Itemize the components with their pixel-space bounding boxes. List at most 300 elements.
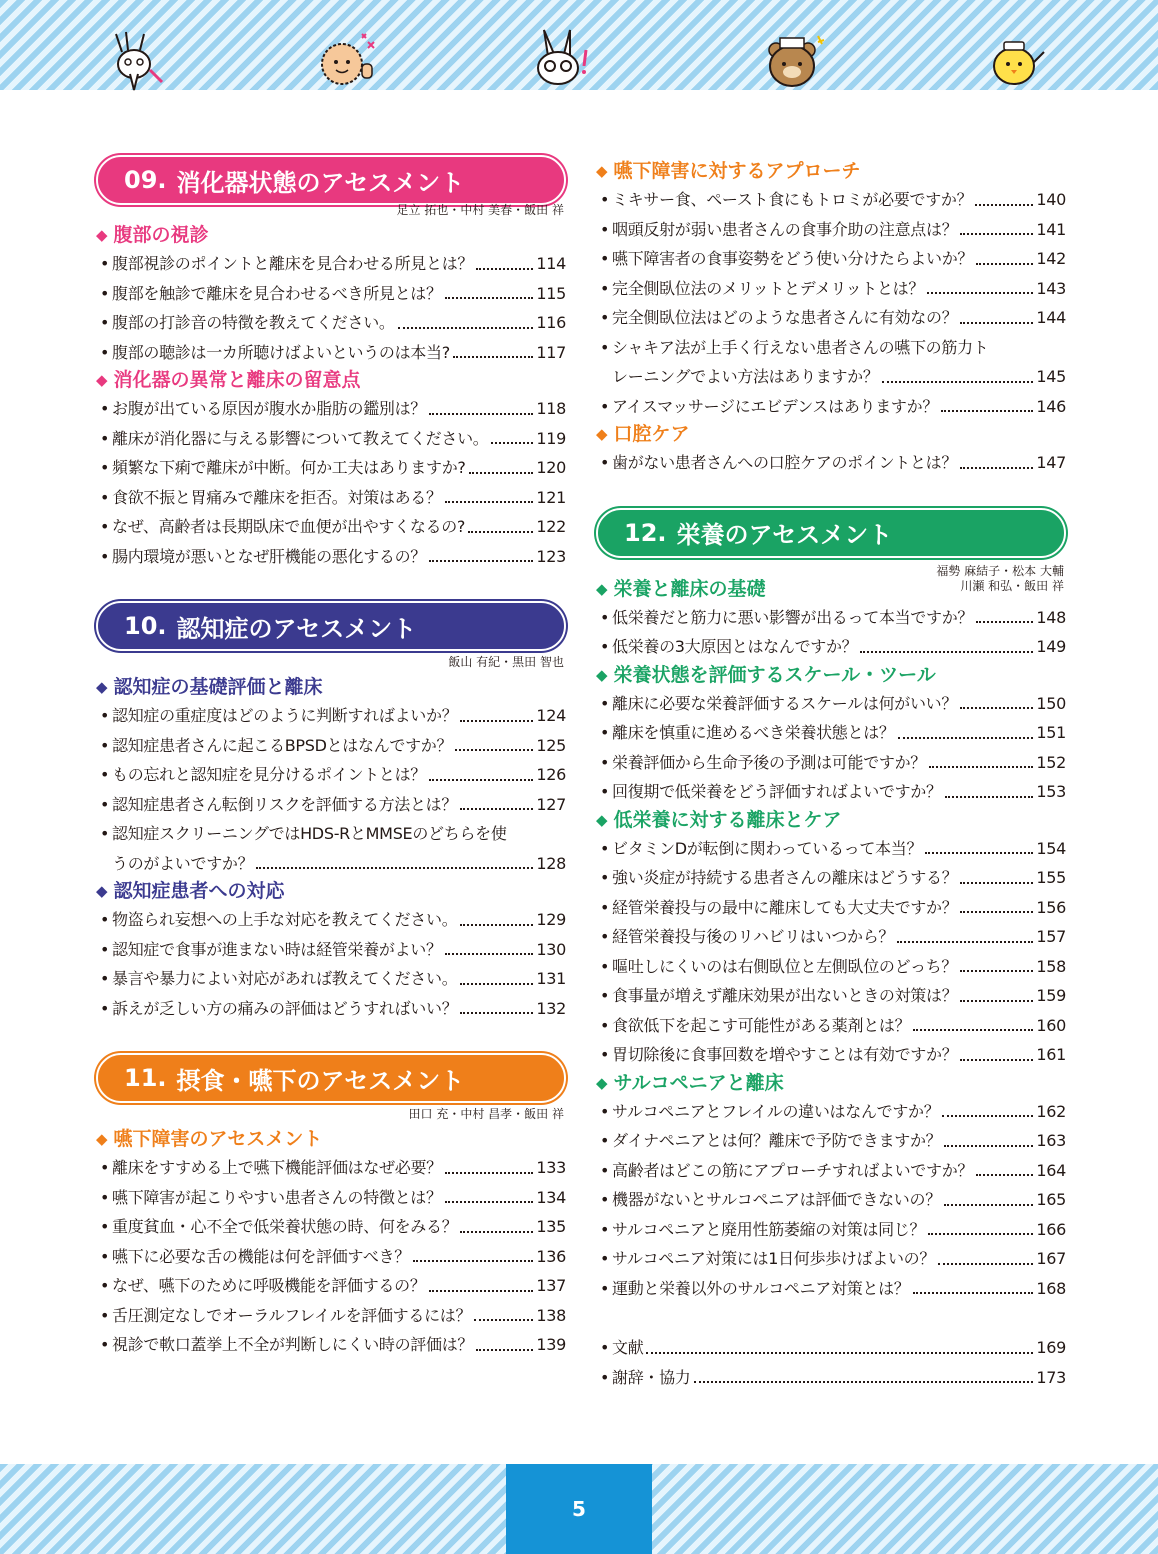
toc-entry-text: 回復期で低栄養をどう評価すればよいですか？ bbox=[612, 782, 942, 801]
toc-entry-text: 食欲不振と胃痛みで離床を拒否。対策はある？ bbox=[112, 487, 442, 507]
bullet-dot: • bbox=[100, 735, 110, 755]
bullet-dot: • bbox=[600, 752, 610, 772]
bullet-dot: • bbox=[600, 1160, 610, 1180]
toc-page-number: 130 bbox=[536, 939, 566, 959]
section-heading bbox=[596, 807, 1066, 834]
toc-page-number: 173 bbox=[1036, 1367, 1066, 1387]
diamond-icon: ◆ bbox=[96, 226, 108, 244]
toc-entry-text: 謝辞・協力 bbox=[612, 1367, 691, 1387]
toc-page-number: 141 bbox=[1036, 219, 1066, 239]
toc-page-number: 157 bbox=[1036, 927, 1066, 946]
toc-entry-text: 物盗られ妄想への上手な対応を教えてください。 bbox=[112, 910, 458, 929]
toc-entry[interactable] bbox=[596, 777, 1066, 807]
toc-entry[interactable] bbox=[96, 453, 566, 483]
bullet-dot: • bbox=[100, 998, 110, 1018]
toc-entry-continuation[interactable] bbox=[96, 849, 566, 879]
toc-entry[interactable] bbox=[96, 249, 566, 279]
bullet-dot: • bbox=[100, 765, 110, 784]
chapter-authors: 飯山 有紀・黒田 智也 bbox=[448, 655, 564, 669]
toc-entry[interactable] bbox=[596, 1126, 1066, 1156]
section-heading-text: 口腔ケア bbox=[613, 423, 690, 445]
leader-dots bbox=[453, 338, 533, 359]
bullet-dot: • bbox=[600, 956, 610, 976]
bullet-dot: • bbox=[100, 794, 110, 814]
toc-page-number: 165 bbox=[1036, 1190, 1066, 1209]
toc-entry-text: 訴えが乏しい方の痛みの評価はどうすればいい？ bbox=[112, 998, 458, 1018]
left-column bbox=[96, 155, 566, 1360]
leader-dots bbox=[898, 718, 1034, 739]
toc-entry[interactable] bbox=[596, 303, 1066, 333]
toc-entry[interactable] bbox=[96, 935, 566, 965]
toc-page-number: 150 bbox=[1036, 693, 1066, 713]
toc-entry[interactable] bbox=[596, 893, 1066, 923]
toc-entry-text: 認知症患者さん転倒リスクを評価する方法とは？ bbox=[112, 794, 458, 814]
leader-dots bbox=[429, 760, 533, 781]
toc-entry[interactable] bbox=[596, 834, 1066, 864]
bullet-dot: • bbox=[600, 1015, 610, 1035]
chapter-title-pill bbox=[96, 155, 566, 205]
leader-dots bbox=[976, 603, 1033, 624]
toc-entry[interactable] bbox=[96, 279, 566, 309]
bullet-dot: • bbox=[100, 1335, 110, 1354]
bullet-dot: • bbox=[600, 637, 610, 656]
toc-entry[interactable] bbox=[596, 981, 1066, 1011]
toc-entry[interactable] bbox=[596, 748, 1066, 778]
leader-dots bbox=[468, 512, 533, 533]
spacer bbox=[96, 1023, 566, 1053]
leader-dots bbox=[960, 303, 1033, 324]
leader-dots bbox=[460, 1212, 533, 1233]
toc-page-number: 147 bbox=[1036, 453, 1066, 472]
bullet-dot: • bbox=[600, 249, 610, 268]
leader-dots bbox=[945, 777, 1034, 798]
toc-entry-text: 食事量が増えず離床効果が出ないときの対策は？ bbox=[612, 986, 958, 1005]
toc-page-number: 161 bbox=[1036, 1045, 1066, 1064]
toc-entry-text: サルコペニアとフレイルの違いはなんですか？ bbox=[612, 1101, 940, 1121]
toc-entry[interactable] bbox=[96, 1183, 566, 1213]
goat-doctor-icon bbox=[100, 26, 170, 92]
chapter-title: 認知症のアセスメント bbox=[176, 614, 417, 643]
bullet-dot: • bbox=[100, 428, 110, 448]
toc-page-number: 163 bbox=[1036, 1131, 1066, 1150]
toc-page-number: 116 bbox=[536, 313, 566, 332]
leader-dots bbox=[960, 863, 1033, 884]
leader-dots bbox=[927, 274, 1033, 295]
bullet-dot: • bbox=[100, 283, 110, 303]
toc-entry[interactable] bbox=[96, 701, 566, 731]
bullet-dot: • bbox=[100, 458, 110, 477]
leader-dots bbox=[256, 849, 533, 870]
leader-dots bbox=[913, 1011, 1033, 1032]
diamond-icon: ◆ bbox=[96, 678, 108, 696]
chapter-number: 12. bbox=[624, 518, 667, 547]
diamond-icon: ◆ bbox=[596, 579, 608, 598]
bullet-dot: • bbox=[100, 517, 110, 536]
chapter-title: 栄養のアセスメント bbox=[676, 521, 893, 549]
section-heading bbox=[596, 662, 1066, 689]
toc-entry[interactable] bbox=[96, 424, 566, 454]
section-heading bbox=[596, 421, 1066, 448]
toc-entry[interactable] bbox=[96, 760, 566, 790]
toc-page-number: 131 bbox=[536, 969, 566, 988]
toc-entry[interactable] bbox=[96, 964, 566, 994]
toc-page-number: 137 bbox=[536, 1276, 566, 1295]
spacer bbox=[596, 1303, 1066, 1333]
toc-page-number: 149 bbox=[1036, 637, 1066, 656]
bullet-dot: • bbox=[600, 838, 610, 858]
indent bbox=[596, 362, 612, 392]
toc-entry-text: 暴言や暴力によい対応があれば教えてください。 bbox=[112, 969, 458, 988]
toc-entry-text: 腹部の打診音の特徴を教えてください。 bbox=[112, 313, 395, 332]
toc-page-number: 115 bbox=[536, 283, 566, 303]
leader-dots bbox=[429, 542, 533, 563]
toc-entry-text: 低栄養だと筋力に悪い影響が出るって本当ですか？ bbox=[612, 607, 974, 627]
toc-page-number: 159 bbox=[1036, 986, 1066, 1005]
toc-entry-text: なぜ、嚥下のために呼吸機能を評価するの？ bbox=[112, 1276, 426, 1295]
bullet-dot: • bbox=[600, 337, 610, 357]
toc-page-number: 169 bbox=[1036, 1338, 1066, 1357]
bullet-dot: • bbox=[100, 487, 110, 507]
toc-page-number: 114 bbox=[536, 254, 566, 273]
leader-dots bbox=[646, 1333, 1033, 1354]
bullet-dot: • bbox=[100, 910, 110, 929]
toc-page-number: 158 bbox=[1036, 956, 1066, 976]
toc-entry-text: 歯がない患者さんへの口腔ケアのポイントとは？ bbox=[612, 453, 958, 472]
bullet-dot: • bbox=[600, 1101, 610, 1121]
toc-entry-text: 嚥下に必要な舌の機能は何を評価すべき？ bbox=[112, 1246, 410, 1266]
leader-dots bbox=[413, 1242, 533, 1263]
toc-entry-text: ミキサー食、ペースト食にもトロミが必要ですか？ bbox=[612, 190, 973, 209]
bear-nurse-icon bbox=[762, 26, 832, 92]
bullet-dot: • bbox=[600, 1219, 610, 1239]
toc-entry-text: 認知症で食事が進まない時は経管栄養がよい？ bbox=[112, 939, 442, 959]
toc-entry[interactable] bbox=[596, 863, 1066, 893]
toc-entry-continuation[interactable] bbox=[596, 362, 1066, 392]
chapter-title: 摂食・嚥下のアセスメント bbox=[176, 1066, 465, 1095]
toc-page-number: 129 bbox=[536, 910, 566, 929]
toc-entry[interactable] bbox=[596, 603, 1066, 633]
leader-dots bbox=[460, 964, 533, 985]
section-heading-text: 腹部の視診 bbox=[113, 224, 209, 246]
toc-entry-text: 文献 bbox=[612, 1338, 644, 1357]
toc-entry-text: 低栄養の3大原因とはなんですか？ bbox=[612, 637, 858, 656]
bullet-dot: • bbox=[600, 782, 610, 801]
leader-dots bbox=[460, 905, 533, 926]
toc-entry[interactable] bbox=[96, 308, 566, 338]
bullet-dot: • bbox=[600, 1338, 610, 1357]
leader-dots bbox=[960, 981, 1033, 1002]
leader-dots bbox=[944, 1185, 1033, 1206]
bullet-dot: • bbox=[600, 1367, 610, 1387]
leader-dots bbox=[429, 394, 533, 415]
toc-entry-text: 経管栄養投与後のリハビリはいつから？ bbox=[612, 927, 895, 946]
toc-page-number: 126 bbox=[536, 765, 566, 784]
leader-dots bbox=[429, 1271, 534, 1292]
diamond-icon: ◆ bbox=[596, 665, 608, 684]
toc-entry-text: 重度貧血・心不全で低栄養状態の時、何をみる？ bbox=[112, 1217, 458, 1236]
toc-page-number: 119 bbox=[536, 428, 566, 448]
toc-page-number: 143 bbox=[1036, 278, 1066, 298]
diamond-icon: ◆ bbox=[96, 1130, 108, 1148]
bullet-dot: • bbox=[100, 254, 110, 273]
leader-dots bbox=[975, 185, 1033, 206]
leader-dots bbox=[491, 424, 533, 445]
toc-entry-text-line2: うのがよいですか？ bbox=[112, 853, 254, 873]
leader-dots bbox=[460, 701, 533, 722]
toc-entry[interactable] bbox=[96, 1153, 566, 1183]
toc-entry[interactable] bbox=[96, 790, 566, 820]
toc-entry-text: お腹が出ている原因が腹水か脂肪の鑑別は？ bbox=[112, 399, 427, 418]
toc-entry-text: 強い炎症が持続する患者さんの離床はどうする？ bbox=[612, 868, 958, 887]
toc-page-number: 160 bbox=[1036, 1015, 1066, 1035]
toc-entry-text: 腸内環境が悪いとなぜ肝機能の悪化するの？ bbox=[112, 546, 427, 566]
toc-entry[interactable] bbox=[596, 274, 1066, 304]
bullet-dot: • bbox=[600, 278, 610, 298]
section-heading bbox=[96, 367, 566, 394]
bullet-dot: • bbox=[100, 824, 110, 843]
toc-entry-text: 頻繁な下痢で離床が中断。何か工夫はありますか? bbox=[112, 458, 466, 477]
leader-dots bbox=[913, 1274, 1034, 1295]
toc-page-number: 121 bbox=[536, 487, 566, 507]
toc-page-number: 132 bbox=[536, 998, 566, 1018]
bullet-dot: • bbox=[100, 1217, 110, 1236]
toc-entry-text: 離床が消化器に与える影響について教えてください。 bbox=[112, 428, 489, 448]
section-heading bbox=[96, 674, 566, 701]
toc-entry[interactable] bbox=[596, 392, 1066, 422]
right-column bbox=[596, 158, 1066, 1392]
toc-page-number: 146 bbox=[1036, 396, 1066, 416]
leader-dots bbox=[474, 1301, 533, 1322]
toc-entry[interactable] bbox=[596, 1156, 1066, 1186]
toc-entry-text: なぜ、高齢者は長期臥床で血便が出やすくなるの? bbox=[112, 517, 466, 536]
toc-entry[interactable] bbox=[96, 483, 566, 513]
toc-entry[interactable] bbox=[96, 394, 566, 424]
toc-entry-text: シャキア法が上手く行えない患者さんの嚥下の筋力ト bbox=[612, 337, 989, 357]
toc-entry[interactable] bbox=[96, 1242, 566, 1272]
bullet-dot: • bbox=[600, 453, 610, 472]
toc-entry[interactable] bbox=[596, 244, 1066, 274]
toc-page-number: 144 bbox=[1036, 308, 1066, 327]
leader-dots bbox=[925, 834, 1033, 855]
rabbit-glasses-icon bbox=[528, 26, 598, 92]
bullet-dot: • bbox=[100, 969, 110, 988]
leader-dots bbox=[976, 1156, 1033, 1177]
toc-entry[interactable] bbox=[596, 185, 1066, 215]
toc-entry-text: サルコペニアと廃用性筋萎縮の対策は同じ？ bbox=[612, 1219, 926, 1239]
leader-dots bbox=[960, 689, 1033, 710]
diamond-icon: ◆ bbox=[596, 1073, 608, 1092]
toc-entry[interactable] bbox=[96, 731, 566, 761]
bullet-dot: • bbox=[600, 927, 610, 946]
bullet-dot: • bbox=[600, 1045, 610, 1064]
toc-page-number: 142 bbox=[1036, 249, 1066, 268]
bullet-dot: • bbox=[100, 1276, 110, 1295]
bullet-dot: • bbox=[600, 723, 610, 742]
leader-dots bbox=[445, 1153, 533, 1174]
bullet-dot: • bbox=[100, 1158, 110, 1177]
toc-entry-text: 認知症患者さんに起こるBPSDとはなんですか？ bbox=[112, 735, 453, 755]
toc-page-number: 125 bbox=[536, 735, 566, 755]
toc-entry-text: 完全側臥位法のメリットとデメリットとは？ bbox=[612, 278, 925, 298]
toc-entry[interactable] bbox=[96, 1301, 566, 1331]
toc-page-number: 135 bbox=[536, 1217, 566, 1236]
toc-page-number: 164 bbox=[1036, 1160, 1066, 1180]
chapter-number: 10. bbox=[124, 612, 167, 640]
chapter-header bbox=[96, 1053, 566, 1122]
bullet-dot: • bbox=[600, 607, 610, 627]
toc-page-number: 167 bbox=[1036, 1249, 1066, 1268]
bullet-dot: • bbox=[600, 868, 610, 887]
diamond-icon: ◆ bbox=[96, 882, 108, 900]
toc-entry[interactable] bbox=[596, 448, 1066, 478]
toc-entry[interactable] bbox=[596, 632, 1066, 662]
toc-page-number: 120 bbox=[536, 458, 566, 477]
toc-page-number: 154 bbox=[1036, 838, 1066, 858]
toc-page-number: 139 bbox=[536, 1335, 566, 1354]
leader-dots bbox=[469, 453, 534, 474]
bullet-dot: • bbox=[600, 1249, 610, 1268]
toc-entry[interactable] bbox=[596, 1185, 1066, 1215]
chapter-authors-line2: 川瀬 和弘・飯田 祥 bbox=[960, 578, 1064, 593]
leader-dots bbox=[960, 952, 1033, 973]
leader-dots bbox=[929, 748, 1033, 769]
toc-entry-text: 認知症スクリーニングではHDS-RとMMSEのどちらを使 bbox=[112, 824, 507, 843]
toc-entry[interactable] bbox=[96, 338, 566, 368]
bullet-dot: • bbox=[600, 986, 610, 1005]
section-heading-text: 低栄養に対する離床とケア bbox=[613, 808, 842, 831]
leader-dots bbox=[694, 1363, 1034, 1384]
toc-entry[interactable] bbox=[596, 952, 1066, 982]
toc-page-number: 155 bbox=[1036, 868, 1066, 887]
toc-entry-text: 運動と栄養以外のサルコペニア対策とは？ bbox=[612, 1278, 910, 1298]
toc-entry-text: もの忘れと認知症を見分けるポイントとは？ bbox=[112, 765, 427, 784]
bullet-dot: • bbox=[600, 219, 610, 239]
toc-entry[interactable] bbox=[96, 819, 566, 849]
toc-page-number: 122 bbox=[536, 517, 566, 536]
toc-page-number: 151 bbox=[1036, 723, 1066, 742]
leader-dots bbox=[960, 1040, 1033, 1061]
bullet-dot: • bbox=[600, 693, 610, 713]
toc-entry-text: 腹部を触診で離床を見合わせるべき所見とは？ bbox=[112, 283, 442, 303]
toc-entry[interactable] bbox=[596, 1040, 1066, 1070]
toc-entry-text: ダイナペニアとは何？離床で予防できますか？ bbox=[612, 1131, 942, 1150]
toc-entry[interactable] bbox=[96, 1271, 566, 1301]
toc-entry-text: 腹部視診のポイントと離床を見合わせる所見とは？ bbox=[112, 254, 474, 273]
leader-dots bbox=[445, 483, 534, 504]
toc-entry-text: アイスマッサージにエビデンスはありますか？ bbox=[612, 396, 939, 416]
section-heading-text: 認知症の基礎評価と離床 bbox=[113, 676, 323, 698]
toc-entry-text: サルコペニア対策には1日何歩歩けばよいの？ bbox=[612, 1249, 936, 1268]
bullet-dot: • bbox=[100, 546, 110, 566]
chapter-title: 消化器状態のアセスメント bbox=[176, 168, 465, 197]
bullet-dot: • bbox=[600, 308, 610, 327]
toc-entry[interactable] bbox=[96, 994, 566, 1024]
toc-entry[interactable] bbox=[596, 689, 1066, 719]
leader-dots bbox=[960, 215, 1033, 236]
bullet-dot: • bbox=[100, 1305, 110, 1325]
leader-dots bbox=[476, 249, 533, 270]
sun-character-icon bbox=[312, 26, 382, 92]
leader-dots bbox=[942, 1097, 1033, 1118]
toc-entry[interactable] bbox=[596, 1097, 1066, 1127]
bullet-dot: • bbox=[100, 342, 110, 362]
toc-entry[interactable] bbox=[96, 542, 566, 572]
bullet-dot: • bbox=[600, 396, 610, 416]
toc-page-number: 145 bbox=[1036, 367, 1066, 386]
toc-entry[interactable] bbox=[96, 512, 566, 542]
section-heading bbox=[596, 158, 1066, 185]
toc-entry[interactable] bbox=[96, 905, 566, 935]
chapter-authors: 福勢 麻結子・松本 大輔 bbox=[936, 563, 1064, 578]
toc-entry-text: 高齢者はどこの筋にアプローチすればよいですか？ bbox=[612, 1160, 974, 1180]
leader-dots bbox=[860, 632, 1033, 653]
toc-entry[interactable] bbox=[596, 1363, 1066, 1393]
toc-page-number: 117 bbox=[536, 342, 566, 362]
chapter-title-pill bbox=[96, 601, 566, 651]
chapter-number: 09. bbox=[124, 166, 167, 194]
toc-page-number: 124 bbox=[536, 706, 566, 725]
leader-dots bbox=[476, 1330, 533, 1351]
leader-dots bbox=[445, 1183, 534, 1204]
spacer bbox=[96, 571, 566, 601]
section-heading-text: 認知症患者への対応 bbox=[113, 880, 285, 902]
leader-dots bbox=[398, 308, 534, 329]
toc-page-number: 166 bbox=[1036, 1219, 1066, 1239]
section-heading bbox=[96, 222, 566, 249]
toc-entry[interactable] bbox=[596, 718, 1066, 748]
toc-page-number: 123 bbox=[536, 546, 566, 566]
toc-entry[interactable] bbox=[96, 1330, 566, 1360]
indent bbox=[96, 849, 112, 879]
chapter-header bbox=[596, 508, 1066, 594]
toc-entry[interactable] bbox=[596, 922, 1066, 952]
diamond-icon: ◆ bbox=[96, 371, 108, 389]
bullet-dot: • bbox=[600, 190, 610, 209]
toc-entry-text: 完全側臥位法はどのような患者さんに有効なの？ bbox=[612, 308, 958, 327]
toc-entry-text: 嚥下障害者の食事姿勢をどう使い分けたらよいか？ bbox=[612, 249, 974, 268]
section-heading bbox=[596, 1070, 1066, 1097]
toc-entry-text: 機器がないとサルコペニアは評価できないの？ bbox=[612, 1190, 941, 1209]
section-heading bbox=[96, 878, 566, 905]
diamond-icon: ◆ bbox=[596, 425, 608, 443]
bullet-dot: • bbox=[100, 706, 110, 725]
toc-entry[interactable] bbox=[596, 333, 1066, 363]
toc-entry[interactable] bbox=[596, 1011, 1066, 1041]
toc-entry[interactable] bbox=[596, 1244, 1066, 1274]
toc-entry[interactable] bbox=[596, 1215, 1066, 1245]
section-heading bbox=[96, 1126, 566, 1153]
toc-entry[interactable] bbox=[596, 1333, 1066, 1363]
section-heading-text: 嚥下障害に対するアプローチ bbox=[613, 160, 861, 182]
toc-entry[interactable] bbox=[596, 1274, 1066, 1304]
leader-dots bbox=[445, 935, 534, 956]
toc-entry-text: 離床をすすめる上で嚥下機能評価はなぜ必要？ bbox=[112, 1158, 442, 1177]
toc-page-number: 148 bbox=[1036, 607, 1066, 627]
leader-dots bbox=[960, 448, 1033, 469]
bullet-dot: • bbox=[100, 1246, 110, 1266]
chapter-authors: 田口 充・中村 昌孝・飯田 祥 bbox=[408, 1107, 564, 1121]
bullet-dot: • bbox=[600, 1190, 610, 1209]
toc-entry-text: 腹部の聴診は一カ所聴けばよいというのは本当? bbox=[112, 342, 450, 362]
toc-page-number: 156 bbox=[1036, 897, 1066, 917]
toc-entry[interactable] bbox=[96, 1212, 566, 1242]
toc-page-number: 168 bbox=[1036, 1278, 1066, 1298]
toc-entry-text: 視診で軟口蓋挙上不全が判断しにくい時の評価は？ bbox=[112, 1335, 474, 1354]
toc-entry-text: 離床を慎重に進めるべき栄養状態とは？ bbox=[612, 723, 895, 742]
toc-entry[interactable] bbox=[596, 215, 1066, 245]
toc-entry-text: ビタミンDが転倒に関わっているって本当？ bbox=[612, 838, 923, 858]
leader-dots bbox=[976, 244, 1033, 265]
